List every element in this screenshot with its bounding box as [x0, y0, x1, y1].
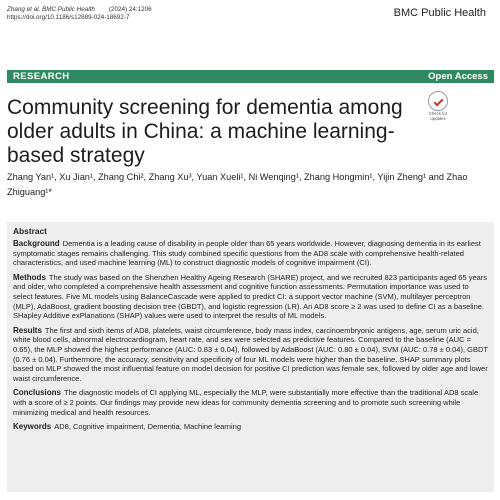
abstract-keywords	[13, 422, 488, 432]
check-updates-icon	[428, 91, 448, 111]
citation-year-volume: (2024) 24:1206	[108, 6, 152, 13]
check-for-updates-badge[interactable]	[424, 91, 452, 122]
doi-link[interactable]: https://doi.org/10.1186/s12889-024-18692-7	[7, 14, 130, 22]
abstract-box	[7, 222, 494, 492]
citation-journal: BMC Public Health	[42, 6, 95, 13]
abstract-conclusions	[13, 388, 488, 417]
conclusions-text: The diagnostic models of CI applying ML, especially the MLP, were substantially more effective than the traditional AD8 scale with a score of ≥ 2 points. Our findings may provide new ideas for community dementia screening and to promote such screening while minimizing medical and health resources.	[13, 388, 479, 417]
abstract-methods	[13, 273, 488, 321]
badge-line-1: Check for	[428, 111, 448, 116]
citation-line	[7, 6, 152, 14]
author-list: Zhang Yan¹, Xu Jian¹, Zhang Chi², Zhang Xu³, Yuan Xueli¹, Ni Wenqing¹, Zhang Hongmin¹, Yijin Zheng¹ and Zhao Zhiguang¹*	[7, 172, 468, 197]
open-access-label: Open Access	[428, 71, 488, 82]
keywords-text: AD8, Cognitive impairment, Dementia, Machine learning	[54, 422, 241, 432]
citation-authors: Zhang et al.	[7, 6, 41, 13]
abstract-results	[13, 326, 488, 384]
journal-name: BMC Public Health	[393, 7, 486, 19]
section-label: RESEARCH	[13, 71, 70, 82]
background-text: Dementia is a leading cause of disability in people older than 65 years worldwide. However, diagnosing dementia in its earliest symptomatic stages remains challenging. This study combined specific questions from the AD8 scale with comprehensive health-related characteristics, and used machine learning (ML) to construct diagnostic models of cognitive impairment (CI).	[13, 239, 481, 268]
methods-label: Methods	[13, 272, 46, 282]
badge-line-2: updates	[430, 115, 446, 121]
citation-header	[7, 6, 152, 22]
article-title: Community screening for dementia among older adults in China: a machine learning-based strategy	[7, 96, 403, 167]
abstract-background	[13, 239, 488, 268]
badge-text	[424, 112, 452, 122]
results-text: The first and sixth items of AD8, platelets, waist circumference, body mass index, carcinoembryonic antigens, age, serum uric acid, white blood cells, abnormal electrocardiogram, heart rate, and sex were selected as predictive features. Compared to the baseline (AUC = 0.65), the MLP showed the highest performance (AUC: 0.83 ± 0.04), followed by AdaBoost (AUC: 0.80 ± 0.04), SVM (AUC: 0.78 ± 0.04), GBDT (0.76 ± 0.04). Furthermore, the accuracy, sensitivity and specificity of four ML models were higher than the baseline. SHAP summary plots based on MLP showed the most influential feature on model decision for positive CI prediction was female sex, followed by older age and lower waist circumference.	[13, 325, 488, 383]
results-label: Results	[13, 325, 42, 335]
background-label: Background	[13, 239, 60, 248]
abstract-heading: Abstract	[13, 226, 47, 236]
conclusions-label: Conclusions	[13, 388, 62, 398]
section-banner	[7, 70, 494, 83]
methods-text: The study was based on the Shenzhen Healthy Ageing Research (SHARE) project, and we recruited 823 participants aged 65 years and older, who completed a comprehensive health assessment and cognitive function assessments. Permutation importance was used to select features. Five ML models using BalanceCascade were applied to predict CI: a support vector machine (SVM), multilayer perceptron (MLP), AdaBoost, gradient boosting decision tree (GBDT), and logistic regression (LR). An AD8 score ≥ 2 was used to define CI as a baseline. SHapley Additive exPlanations (SHAP) values were used to interpret the results of ML models.	[13, 272, 488, 321]
keywords-label: Keywords	[13, 422, 52, 432]
